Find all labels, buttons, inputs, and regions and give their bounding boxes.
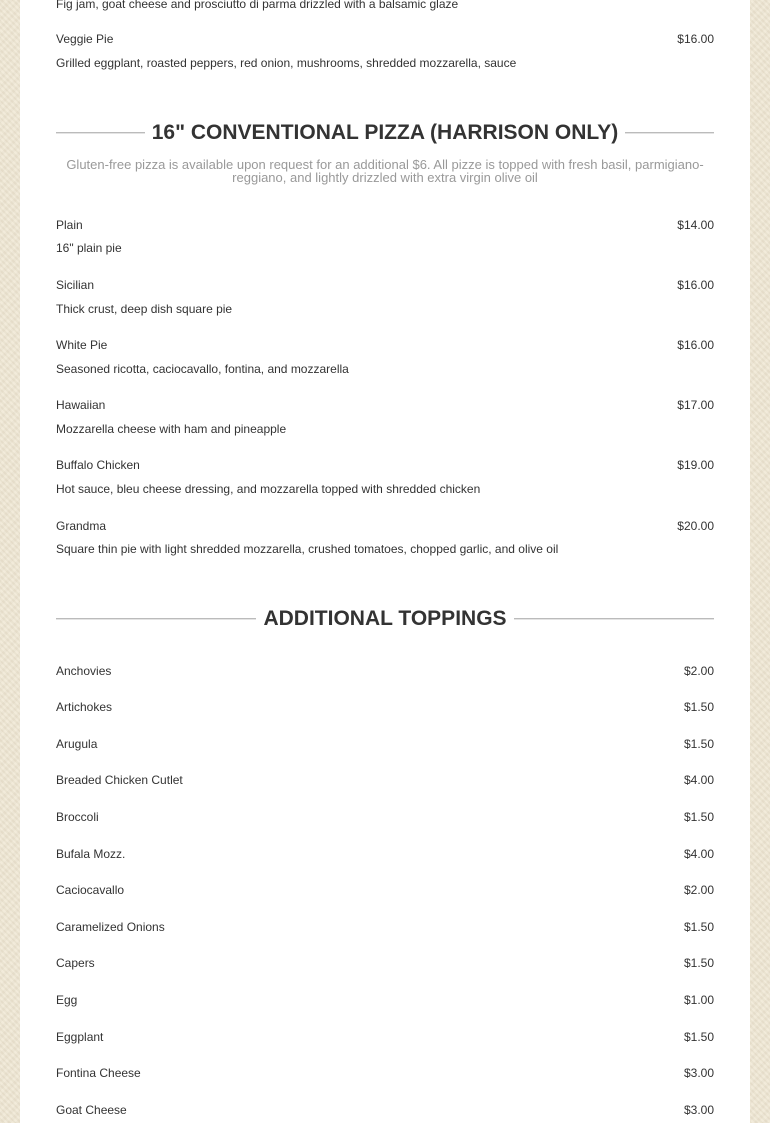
topping-price: $2.00 (683, 883, 714, 897)
topping-name: Anchovies (56, 664, 112, 678)
topping-price: $1.50 (683, 737, 714, 751)
menu-item-description: 16" plain pie (56, 241, 122, 255)
topping-price: $3.00 (683, 1066, 714, 1080)
topping-name: Breaded Chicken Cutlet (56, 773, 183, 787)
menu-item-name: Veggie Pie (56, 32, 114, 46)
topping-name: Goat Cheese (56, 1103, 127, 1117)
topping-row (56, 1030, 714, 1046)
topping-price: $3.00 (683, 1103, 714, 1117)
menu-item-name: Buffalo Chicken (56, 458, 140, 472)
topping-row (56, 1103, 714, 1119)
topping-price: $4.00 (683, 847, 714, 861)
heading-rule-left (56, 132, 145, 134)
menu-item-price: $20.00 (677, 519, 714, 533)
topping-name: Caramelized Onions (56, 920, 165, 934)
topping-row (56, 956, 714, 972)
heading-rule-right (625, 132, 714, 134)
topping-name: Artichokes (56, 700, 113, 714)
topping-price: $1.50 (683, 956, 714, 970)
menu-page (20, 0, 750, 1123)
section-heading-conventional (56, 118, 714, 148)
topping-row (56, 920, 714, 936)
menu-item-price: $19.00 (677, 458, 714, 472)
menu-item-price: $16.00 (677, 278, 714, 292)
menu-item-description: Mozzarella cheese with ham and pineapple (56, 422, 287, 436)
menu-item-name: Hawaiian (56, 398, 106, 412)
menu-item-price: $16.00 (677, 338, 714, 352)
menu-item-name: White Pie (56, 338, 108, 352)
topping-row (56, 810, 714, 826)
heading-rule-right (514, 618, 714, 620)
topping-row (56, 883, 714, 899)
menu-item-name: Sicilian (56, 278, 95, 292)
topping-name: Egg (56, 993, 78, 1007)
menu-item-description: Seasoned ricotta, caciocavallo, fontina, and mozzarella (56, 362, 349, 376)
topping-name: Capers (56, 956, 95, 970)
heading-rule-left (56, 618, 256, 620)
section-title: 16" CONVENTIONAL PIZZA (HARRISON ONLY) (151, 121, 619, 144)
menu-item-price: $17.00 (677, 398, 714, 412)
topping-price: $4.00 (683, 773, 714, 787)
menu-item-name: Grandma (56, 519, 107, 533)
topping-price: $1.50 (683, 920, 714, 934)
menu-item-description: Hot sauce, bleu cheese dressing, and mozzarella topped with shredded chicken (56, 482, 481, 496)
topping-row (56, 700, 714, 716)
topping-row (56, 664, 714, 680)
menu-item-description: Square thin pie with light shredded mozzarella, crushed tomatoes, chopped garlic, and olive oil (56, 542, 559, 556)
topping-price: $1.50 (683, 700, 714, 714)
topping-name: Broccoli (56, 810, 99, 824)
topping-name: Arugula (56, 737, 98, 751)
topping-row (56, 773, 714, 789)
topping-name: Bufala Mozz. (56, 847, 126, 861)
topping-price: $1.00 (683, 993, 714, 1007)
section-heading-toppings (56, 604, 714, 634)
topping-name: Caciocavallo (56, 883, 125, 897)
topping-row (56, 737, 714, 753)
section-note: Gluten-free pizza is available upon request for an additional $6. All pizze is topped with fresh basil, parmigiano-reggiano, and lightly drizzled with extra virgin olive oil (66, 157, 704, 185)
topping-price: $1.50 (683, 1030, 714, 1044)
section-title: ADDITIONAL TOPPINGS (263, 607, 507, 630)
topping-name: Fontina Cheese (56, 1066, 141, 1080)
topping-name: Eggplant (56, 1030, 104, 1044)
menu-item-description: Thick crust, deep dish square pie (56, 302, 233, 316)
topping-price: $2.00 (683, 664, 714, 678)
topping-row (56, 847, 714, 863)
menu-item-price: $16.00 (677, 32, 714, 46)
menu-item-name: Plain (56, 218, 83, 232)
menu-item-price: $14.00 (677, 218, 714, 232)
topping-row (56, 993, 714, 1009)
topping-price: $1.50 (683, 810, 714, 824)
menu-item-description: Fig jam, goat cheese and prosciutto di parma drizzled with a balsamic glaze (56, 0, 459, 11)
topping-row (56, 1066, 714, 1082)
menu-item-description: Grilled eggplant, roasted peppers, red onion, mushrooms, shredded mozzarella, sauce (56, 56, 517, 70)
